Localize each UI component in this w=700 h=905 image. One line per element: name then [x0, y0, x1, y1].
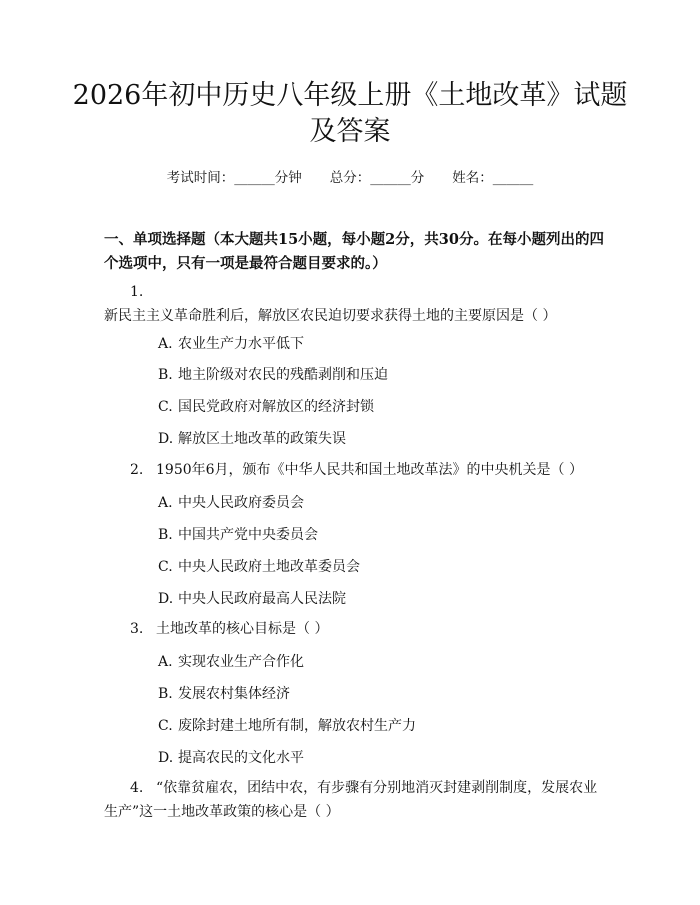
option-text: 国民党政府对解放区的经济封锁 [178, 399, 374, 415]
option-letter: B. [158, 527, 173, 543]
question-1-option-b [158, 365, 388, 385]
question-3-option-d [158, 748, 304, 768]
question-text: “依靠贫雇农，团结中农，有步骤有分别地消灭封建剥削制度，发展农业生产”这一土地改革政策的核心是（ ） [104, 780, 598, 820]
question-1-option-a [158, 334, 304, 354]
option-letter: D. [158, 750, 174, 766]
question-2-option-c [158, 557, 360, 577]
option-text: 地主阶级对农民的残酷剥削和压迫 [178, 367, 388, 383]
question-3-option-b [158, 684, 290, 704]
option-letter: A. [158, 654, 173, 670]
question-text: 土地改革的核心目标是（ ） [156, 621, 329, 637]
question-3 [104, 617, 604, 641]
question-number: 4. [130, 780, 144, 796]
option-text: 中央人民政府委员会 [178, 495, 304, 511]
question-1-option-d [158, 429, 346, 449]
option-letter: C. [158, 718, 173, 734]
question-text: 新民主主义革命胜利后，解放区农民迫切要求获得土地的主要原因是（ ） [104, 308, 557, 324]
question-3-option-a [158, 652, 304, 672]
option-text: 中央人民政府土地改革委员会 [178, 559, 360, 575]
option-letter: D. [158, 431, 174, 447]
section-heading: 一、单项选择题（本大题共15小题，每小题2分，共30分。在每小题列出的四个选项中，只有一项是最符合题目要求的。） [104, 231, 604, 272]
option-letter: B. [158, 367, 173, 383]
option-text: 农业生产力水平低下 [178, 336, 304, 352]
question-number: 3. [130, 621, 144, 637]
question-2-option-a [158, 493, 304, 513]
option-text: 解放区土地改革的政策失误 [178, 431, 346, 447]
question-number: 2. [130, 462, 144, 478]
total-score-field: 总分：______分 [329, 170, 425, 186]
option-text: 发展农村集体经济 [178, 686, 290, 702]
question-2-option-d [158, 589, 346, 609]
exam-info-line [0, 168, 700, 188]
page-title: 2026年初中历史八年级上册《土地改革》试题及答案 [72, 80, 628, 147]
student-name-field: 姓名：______ [452, 170, 534, 186]
option-text: 中央人民政府最高人民法院 [178, 591, 346, 607]
question-1-option-c [158, 397, 374, 417]
option-letter: C. [158, 399, 173, 415]
option-letter: A. [158, 336, 173, 352]
question-1 [104, 280, 604, 328]
option-text: 中国共产党中央委员会 [178, 527, 318, 543]
question-2 [104, 458, 604, 482]
question-4 [104, 776, 604, 824]
exam-time-field: 考试时间：______分钟 [166, 170, 302, 186]
option-text: 实现农业生产合作化 [178, 654, 304, 670]
option-letter: A. [158, 495, 173, 511]
option-letter: D. [158, 591, 174, 607]
option-text: 废除封建土地所有制，解放农村生产力 [178, 718, 416, 734]
question-2-option-b [158, 525, 318, 545]
option-text: 提高农民的文化水平 [178, 750, 304, 766]
question-3-option-c [158, 716, 416, 736]
question-number: 1. [130, 284, 144, 300]
option-letter: B. [158, 686, 173, 702]
question-text: 1950年6月，颁布《中华人民共和国土地改革法》的中央机关是（ ） [156, 462, 583, 478]
option-letter: C. [158, 559, 173, 575]
